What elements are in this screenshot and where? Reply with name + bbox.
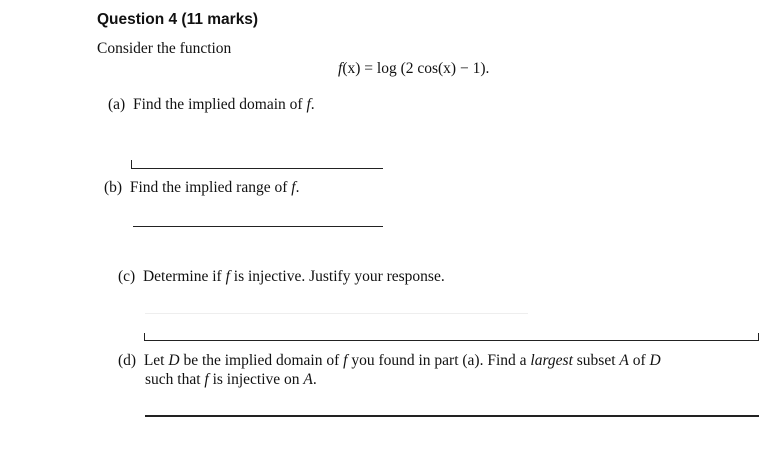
formula-argument: (x) [342,60,361,77]
part-d-var-a2: A [303,371,313,388]
part-d-text-4: subset [576,352,616,369]
question-intro: Consider the function [97,40,232,57]
part-c-var: f [225,268,230,285]
part-b-var: f [291,179,296,196]
part-a-end: . [310,96,315,113]
answer-line-b[interactable] [133,226,383,227]
part-d-prompt [118,351,758,389]
part-a-prompt [108,96,315,114]
part-d-var-d2: D [649,352,661,369]
function-formula [338,60,489,78]
part-b-end: . [295,179,300,196]
part-c-pre: Determine if [142,268,222,285]
part-d-text-2: be the implied domain of [183,352,340,369]
part-a-text: Find the implied domain of [132,96,303,113]
part-d-label: (d) [118,352,137,369]
part-a-label: (a) [108,96,126,113]
part-d-var-f2: f [204,371,209,388]
part-b-text: Find the implied range of [129,179,288,196]
part-d-var-a: A [619,352,629,369]
part-d-end: . [312,371,317,388]
part-d-emphasis: largest [530,352,573,369]
part-d-var-f: f [343,352,348,369]
answer-line-c[interactable] [144,340,759,341]
formula-rhs: = log (2 cos(x) − 1). [360,60,490,77]
answer-line-a[interactable] [131,168,383,169]
part-c-post: is injective. Justify your response. [233,268,445,285]
part-b-label: (b) [104,179,123,196]
part-d-text-5: of [632,352,646,369]
part-b-prompt [104,179,299,197]
part-d-var-d: D [168,352,180,369]
answer-guide-c [145,313,528,314]
part-c-prompt [118,268,445,286]
part-a-var: f [306,96,311,113]
formula-function-symbol: f [338,60,343,77]
part-d-text-1: Let [143,352,165,369]
answer-line-d[interactable] [145,415,759,417]
part-d-text-7: is injective on [212,371,300,388]
part-d-text-6: such that [145,371,201,388]
part-d-text-3: you found in part (a). Find a [351,352,527,369]
part-c-label: (c) [118,268,136,285]
question-heading: Question 4 (11 marks) [97,11,259,28]
